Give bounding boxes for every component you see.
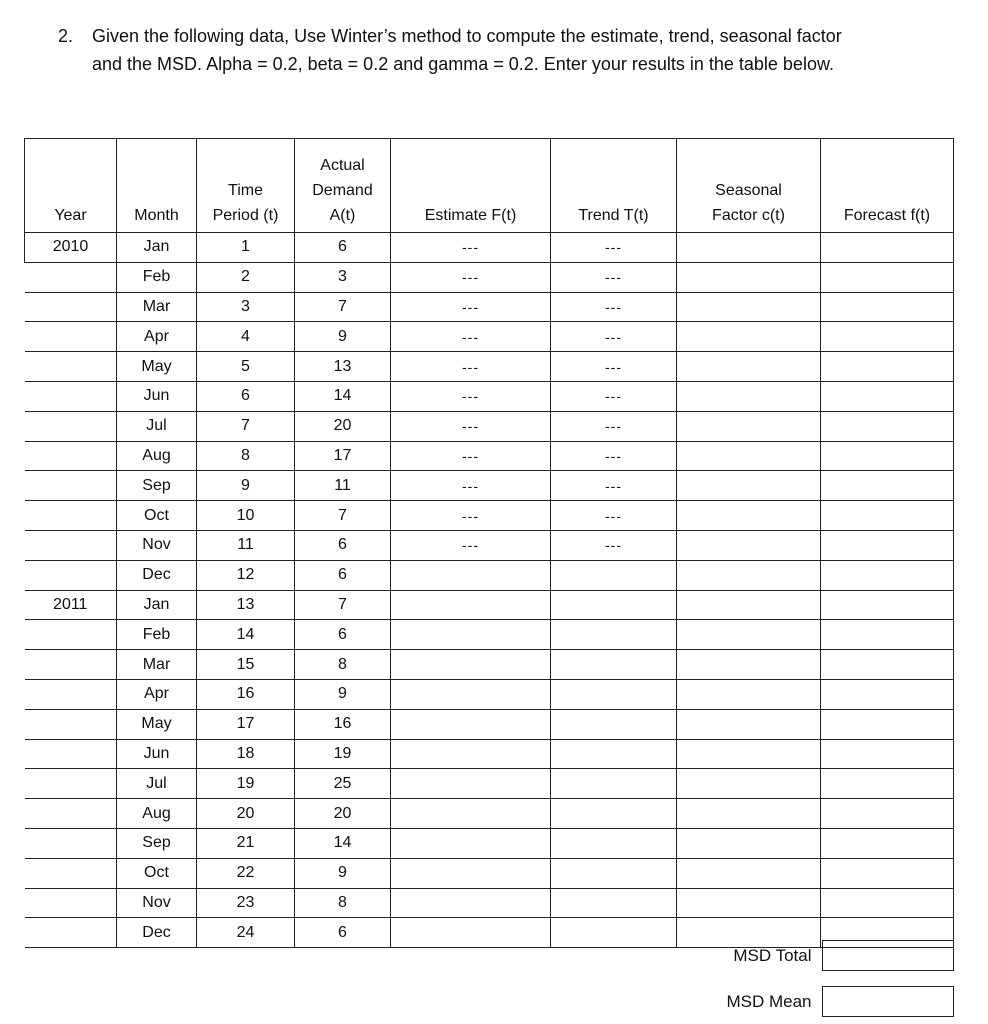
header-period-line: Time — [228, 182, 263, 199]
year-cell — [25, 501, 117, 531]
month-cell: Apr — [117, 322, 197, 352]
table-row — [25, 799, 954, 829]
actual-demand-cell: 7 — [295, 590, 391, 620]
time-period-cell: 18 — [197, 739, 295, 769]
seasonal-factor-cell[interactable] — [677, 590, 821, 620]
winters-method-table — [24, 138, 954, 948]
table-row — [25, 650, 954, 680]
month-cell: Aug — [117, 441, 197, 471]
year-cell: 2010 — [25, 233, 117, 263]
forecast-cell[interactable] — [821, 769, 954, 799]
actual-demand-cell: 7 — [295, 501, 391, 531]
actual-demand-cell: 13 — [295, 352, 391, 382]
seasonal-factor-cell[interactable] — [677, 799, 821, 829]
trend-cell[interactable] — [551, 650, 677, 680]
question-body — [92, 22, 952, 78]
table-row — [25, 292, 954, 322]
actual-demand-cell: 8 — [295, 650, 391, 680]
time-period-cell: 24 — [197, 918, 295, 948]
seasonal-factor-cell[interactable] — [677, 858, 821, 888]
trend-cell[interactable] — [551, 918, 677, 948]
year-cell — [25, 769, 117, 799]
header-forecast-line: Forecast f(t) — [843, 207, 931, 224]
month-cell: Nov — [117, 888, 197, 918]
question-line-1: Given the following data, Use Winter’s method to compute the estimate, trend, seasonal factor — [92, 26, 842, 46]
time-period-cell: 13 — [197, 590, 295, 620]
msd-total-cell[interactable] — [822, 941, 953, 971]
forecast-cell[interactable] — [821, 650, 954, 680]
estimate-cell[interactable]: --- — [391, 381, 551, 411]
month-cell: Apr — [117, 679, 197, 709]
month-cell: Nov — [117, 530, 197, 560]
actual-demand-cell: 20 — [295, 411, 391, 441]
table-row — [25, 262, 954, 292]
year-cell — [25, 620, 117, 650]
actual-demand-cell: 6 — [295, 918, 391, 948]
header-month — [117, 139, 197, 233]
time-period-cell: 1 — [197, 233, 295, 263]
estimate-cell[interactable]: --- — [391, 262, 551, 292]
month-cell: Jul — [117, 411, 197, 441]
year-cell — [25, 650, 117, 680]
year-cell: 2011 — [25, 590, 117, 620]
forecast-cell[interactable] — [821, 501, 954, 531]
seasonal-factor-cell[interactable] — [677, 233, 821, 263]
year-cell — [25, 679, 117, 709]
seasonal-factor-cell[interactable] — [677, 620, 821, 650]
table-row — [25, 739, 954, 769]
trend-cell[interactable]: --- — [551, 233, 677, 263]
actual-demand-cell: 3 — [295, 262, 391, 292]
time-period-cell: 3 — [197, 292, 295, 322]
forecast-cell[interactable] — [821, 590, 954, 620]
time-period-cell: 15 — [197, 650, 295, 680]
year-cell — [25, 352, 117, 382]
estimate-cell[interactable] — [391, 650, 551, 680]
year-cell — [25, 411, 117, 441]
year-cell — [25, 560, 117, 590]
trend-cell[interactable] — [551, 709, 677, 739]
seasonal-factor-cell[interactable] — [677, 352, 821, 382]
table-row — [25, 381, 954, 411]
estimate-cell[interactable]: --- — [391, 441, 551, 471]
year-cell — [25, 799, 117, 829]
time-period-cell: 9 — [197, 471, 295, 501]
table-row — [25, 620, 954, 650]
estimate-cell[interactable]: --- — [391, 471, 551, 501]
trend-cell[interactable] — [551, 679, 677, 709]
seasonal-factor-cell[interactable] — [677, 441, 821, 471]
year-cell — [25, 471, 117, 501]
forecast-cell[interactable] — [821, 233, 954, 263]
table-row — [25, 828, 954, 858]
month-cell: Jun — [117, 739, 197, 769]
estimate-cell[interactable]: --- — [391, 411, 551, 441]
estimate-cell[interactable]: --- — [391, 530, 551, 560]
trend-cell[interactable]: --- — [551, 501, 677, 531]
seasonal-factor-cell[interactable] — [677, 739, 821, 769]
actual-demand-cell: 14 — [295, 381, 391, 411]
month-cell: Aug — [117, 799, 197, 829]
month-cell: Jan — [117, 590, 197, 620]
year-cell — [25, 888, 117, 918]
year-cell — [25, 858, 117, 888]
table-row — [25, 501, 954, 531]
year-cell — [25, 381, 117, 411]
table-row — [25, 233, 954, 263]
trend-cell[interactable] — [551, 828, 677, 858]
forecast-cell[interactable] — [821, 292, 954, 322]
estimate-cell[interactable]: --- — [391, 352, 551, 382]
forecast-cell[interactable] — [821, 739, 954, 769]
month-cell: Jun — [117, 381, 197, 411]
actual-demand-cell: 9 — [295, 858, 391, 888]
actual-demand-cell: 25 — [295, 769, 391, 799]
header-trend-line: Trend T(t) — [578, 207, 649, 224]
question-number: 2. — [58, 26, 74, 46]
header-estimate-line: Estimate F(t) — [424, 207, 517, 224]
estimate-cell[interactable] — [391, 620, 551, 650]
table-row — [25, 441, 954, 471]
month-cell: Oct — [117, 501, 197, 531]
table-row — [25, 858, 954, 888]
estimate-cell[interactable]: --- — [391, 292, 551, 322]
actual-demand-cell: 9 — [295, 322, 391, 352]
header-trend — [551, 139, 677, 233]
forecast-cell[interactable] — [821, 560, 954, 590]
estimate-cell[interactable] — [391, 590, 551, 620]
year-cell — [25, 709, 117, 739]
seasonal-factor-cell[interactable] — [677, 262, 821, 292]
forecast-cell[interactable] — [821, 679, 954, 709]
seasonal-factor-cell[interactable] — [677, 679, 821, 709]
estimate-cell[interactable] — [391, 799, 551, 829]
forecast-cell[interactable] — [821, 828, 954, 858]
table-row — [25, 679, 954, 709]
header-estimate — [391, 139, 551, 233]
seasonal-factor-cell[interactable] — [677, 530, 821, 560]
trend-cell[interactable] — [551, 739, 677, 769]
month-cell: Jan — [117, 233, 197, 263]
header-actual-demand — [295, 139, 391, 233]
trend-cell[interactable]: --- — [551, 262, 677, 292]
seasonal-factor-cell[interactable] — [677, 292, 821, 322]
table-row — [25, 411, 954, 441]
forecast-cell[interactable] — [821, 799, 954, 829]
trend-cell[interactable] — [551, 858, 677, 888]
trend-cell[interactable]: --- — [551, 411, 677, 441]
table-row — [25, 590, 954, 620]
month-cell: Oct — [117, 858, 197, 888]
time-period-cell: 19 — [197, 769, 295, 799]
year-cell — [25, 322, 117, 352]
time-period-cell: 5 — [197, 352, 295, 382]
year-cell — [25, 292, 117, 322]
time-period-cell: 7 — [197, 411, 295, 441]
header-month-line: Month — [134, 207, 179, 224]
trend-cell[interactable] — [551, 888, 677, 918]
trend-cell[interactable]: --- — [551, 322, 677, 352]
header-year-line: Year — [54, 207, 87, 224]
estimate-cell[interactable] — [391, 828, 551, 858]
estimate-cell[interactable] — [391, 560, 551, 590]
month-cell: May — [117, 352, 197, 382]
trend-cell[interactable] — [551, 799, 677, 829]
header-actual-line: Actual — [320, 157, 365, 174]
actual-demand-cell: 17 — [295, 441, 391, 471]
forecast-cell[interactable] — [821, 888, 954, 918]
actual-demand-cell: 14 — [295, 828, 391, 858]
estimate-cell[interactable] — [391, 918, 551, 948]
actual-demand-cell: 6 — [295, 560, 391, 590]
year-cell — [25, 262, 117, 292]
forecast-cell[interactable] — [821, 322, 954, 352]
forecast-cell[interactable] — [821, 352, 954, 382]
month-cell: Sep — [117, 471, 197, 501]
forecast-cell[interactable] — [821, 411, 954, 441]
estimate-cell[interactable] — [391, 769, 551, 799]
table-row — [25, 769, 954, 799]
table-row — [25, 709, 954, 739]
estimate-cell[interactable] — [391, 709, 551, 739]
month-cell: Feb — [117, 262, 197, 292]
header-seasonal-line: Seasonal — [715, 182, 782, 199]
seasonal-factor-cell[interactable] — [677, 501, 821, 531]
time-period-cell: 22 — [197, 858, 295, 888]
trend-cell[interactable]: --- — [551, 441, 677, 471]
time-period-cell: 16 — [197, 679, 295, 709]
estimate-cell[interactable] — [391, 679, 551, 709]
actual-demand-cell: 6 — [295, 233, 391, 263]
actual-demand-cell: 6 — [295, 530, 391, 560]
month-cell: Mar — [117, 650, 197, 680]
estimate-cell[interactable]: --- — [391, 501, 551, 531]
actual-demand-cell: 9 — [295, 679, 391, 709]
actual-demand-cell: 11 — [295, 471, 391, 501]
time-period-cell: 21 — [197, 828, 295, 858]
seasonal-factor-cell[interactable] — [677, 828, 821, 858]
year-cell — [25, 828, 117, 858]
month-cell: Dec — [117, 560, 197, 590]
time-period-cell: 20 — [197, 799, 295, 829]
time-period-cell: 4 — [197, 322, 295, 352]
estimate-cell[interactable] — [391, 739, 551, 769]
forecast-cell[interactable] — [821, 620, 954, 650]
year-cell — [25, 918, 117, 948]
trend-cell[interactable] — [551, 560, 677, 590]
actual-demand-cell: 6 — [295, 620, 391, 650]
msd-mean-label: MSD Mean — [726, 991, 812, 1011]
header-row — [25, 139, 954, 233]
forecast-cell[interactable] — [821, 471, 954, 501]
forecast-cell[interactable] — [821, 709, 954, 739]
forecast-cell[interactable] — [821, 262, 954, 292]
trend-cell[interactable]: --- — [551, 381, 677, 411]
seasonal-factor-cell[interactable] — [677, 560, 821, 590]
time-period-cell: 11 — [197, 530, 295, 560]
table-row — [25, 352, 954, 382]
time-period-cell: 10 — [197, 501, 295, 531]
table-row — [25, 530, 954, 560]
table-row — [25, 888, 954, 918]
month-cell: Mar — [117, 292, 197, 322]
time-period-cell: 14 — [197, 620, 295, 650]
year-cell — [25, 441, 117, 471]
trend-cell[interactable]: --- — [551, 530, 677, 560]
msd-mean-cell[interactable] — [822, 987, 953, 1017]
estimate-cell[interactable]: --- — [391, 322, 551, 352]
question-line-2: and the MSD. Alpha = 0.2, beta = 0.2 and gamma = 0.2. Enter your results in the table below. — [92, 54, 834, 74]
header-seasonal-line: Factor c(t) — [712, 207, 785, 224]
trend-cell[interactable] — [551, 620, 677, 650]
month-cell: Jul — [117, 769, 197, 799]
time-period-cell: 2 — [197, 262, 295, 292]
actual-demand-cell: 7 — [295, 292, 391, 322]
header-actual-line: A(t) — [329, 207, 356, 224]
header-time-period — [197, 139, 295, 233]
seasonal-factor-cell[interactable] — [677, 471, 821, 501]
forecast-cell[interactable] — [821, 530, 954, 560]
trend-cell[interactable]: --- — [551, 352, 677, 382]
actual-demand-cell: 8 — [295, 888, 391, 918]
header-seasonal-factor — [677, 139, 821, 233]
month-cell: Feb — [117, 620, 197, 650]
month-cell: Dec — [117, 918, 197, 948]
estimate-cell[interactable] — [391, 888, 551, 918]
trend-cell[interactable]: --- — [551, 471, 677, 501]
seasonal-factor-cell[interactable] — [677, 709, 821, 739]
header-actual-line: Demand — [312, 182, 373, 199]
year-cell — [25, 530, 117, 560]
forecast-cell[interactable] — [821, 381, 954, 411]
seasonal-factor-cell[interactable] — [677, 322, 821, 352]
seasonal-factor-cell[interactable] — [677, 769, 821, 799]
forecast-cell[interactable] — [821, 441, 954, 471]
time-period-cell: 23 — [197, 888, 295, 918]
actual-demand-cell: 16 — [295, 709, 391, 739]
actual-demand-cell: 19 — [295, 739, 391, 769]
time-period-cell: 12 — [197, 560, 295, 590]
trend-cell[interactable] — [551, 769, 677, 799]
table-row — [25, 322, 954, 352]
trend-cell[interactable]: --- — [551, 292, 677, 322]
msd-total-label: MSD Total — [733, 945, 812, 965]
actual-demand-cell: 20 — [295, 799, 391, 829]
year-cell — [25, 739, 117, 769]
month-cell: May — [117, 709, 197, 739]
header-period-line: Period (t) — [212, 207, 279, 224]
seasonal-factor-cell[interactable] — [677, 411, 821, 441]
month-cell: Sep — [117, 828, 197, 858]
forecast-cell[interactable] — [821, 858, 954, 888]
header-forecast — [821, 139, 954, 233]
seasonal-factor-cell[interactable] — [677, 381, 821, 411]
estimate-cell[interactable]: --- — [391, 233, 551, 263]
msd-summary — [680, 940, 954, 1017]
seasonal-factor-cell[interactable] — [677, 888, 821, 918]
estimate-cell[interactable] — [391, 858, 551, 888]
time-period-cell: 6 — [197, 381, 295, 411]
time-period-cell: 8 — [197, 441, 295, 471]
seasonal-factor-cell[interactable] — [677, 650, 821, 680]
time-period-cell: 17 — [197, 709, 295, 739]
table-row — [25, 560, 954, 590]
header-year — [25, 139, 117, 233]
trend-cell[interactable] — [551, 590, 677, 620]
table-row — [25, 471, 954, 501]
